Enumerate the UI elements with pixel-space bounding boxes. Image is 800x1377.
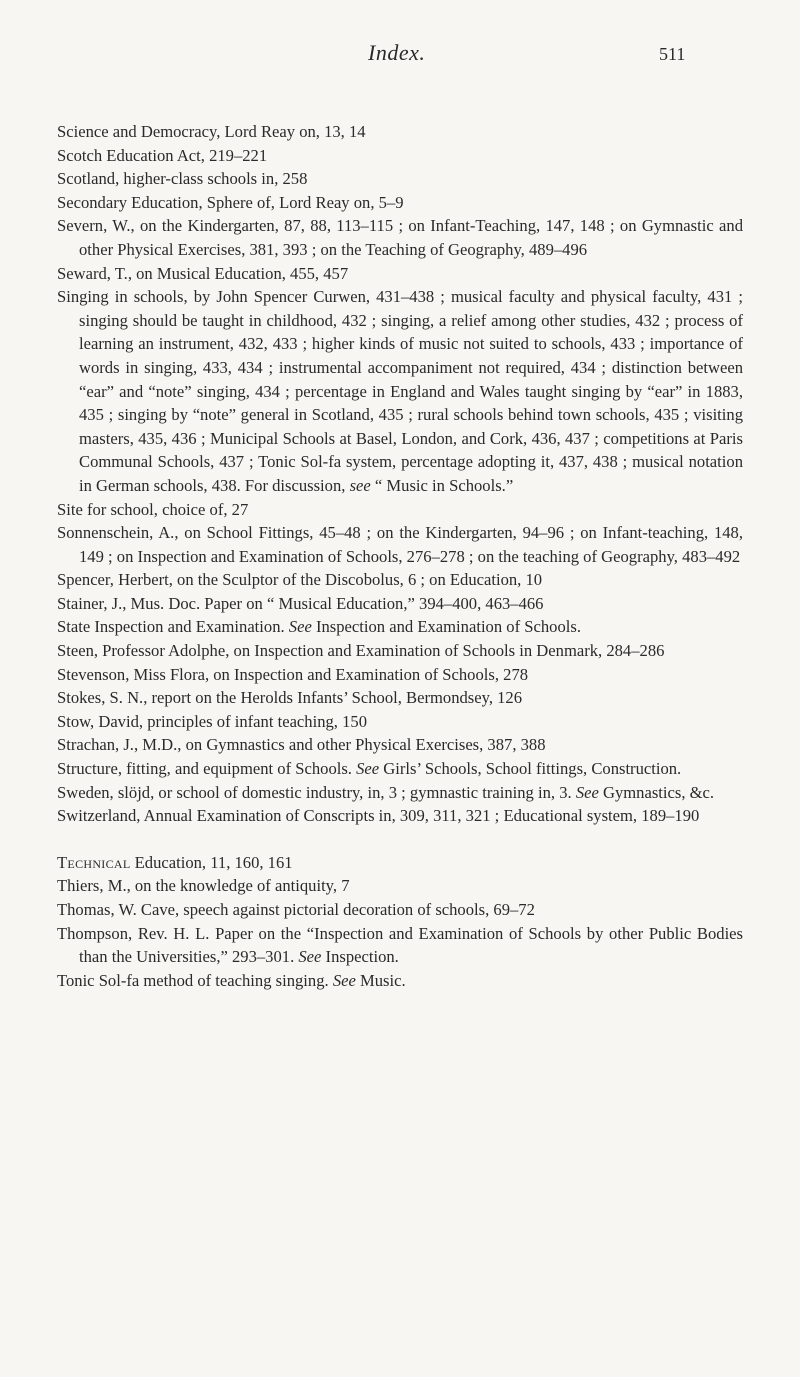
cross-reference-label: See — [288, 617, 312, 637]
index-entry — [57, 898, 743, 922]
index-entry — [57, 167, 743, 191]
index-entry — [57, 710, 743, 734]
entry-text: Scotch Education Act, 219–221 — [57, 145, 268, 165]
index-entry — [57, 592, 743, 616]
entry-text: Scotland, higher-class schools in, 258 — [57, 169, 308, 189]
entry-text: Inspection. — [321, 947, 399, 967]
index-entry — [57, 781, 743, 805]
entry-text: Singing in schools, by John Spencer Curwen, 431–438 ; musical faculty and physical faculty, 431 ; singing should be taught in childhood, 432 ; singing, a relief among other studies, 432 ; process of learning an instrument, 432, 433 ; higher kinds of music not suited to schools, 433 ; importance of words in singing, 433, 434 ; instrumental accompaniment not required, 434 ; distinction between “ear” and “note” singing, 434 ; percentage in England and Wales taught singing by “ear” in 1883, 435 ; singing by “note” general in Scotland, 435 ; rural schools behind town schools, 435 ; visiting masters, 435, 436 ; Municipal Schools at Basel, London, and Cork, 436, 437 ; competitions at Paris Communal Schools, 437 ; Tonic Sol-fa system, percentage adopting it, 437, 438 ; musical notation in German schools, 438. For discussion, — [57, 287, 743, 495]
entry-text: Site for school, choice of, 27 — [57, 499, 249, 519]
entry-text: Strachan, J., M.D., on Gymnastics and other Physical Exercises, 387, 388 — [57, 735, 546, 755]
entry-text: Education, 11, 160, 161 — [130, 852, 293, 872]
entry-text: Seward, T., on Musical Education, 455, 457 — [57, 263, 349, 283]
entry-text: Technical — [57, 852, 131, 872]
index-entry — [57, 615, 743, 639]
entry-text: Girls’ Schools, School fittings, Construction. — [379, 759, 682, 779]
index-entries — [57, 120, 743, 992]
index-entry — [57, 804, 743, 828]
index-entry — [57, 214, 743, 261]
index-entry — [57, 757, 743, 781]
index-entry — [57, 144, 743, 168]
cross-reference-label: See — [356, 759, 380, 779]
entry-text: Stow, David, principles of infant teaching, 150 — [57, 711, 367, 731]
cross-reference-label: see — [349, 475, 371, 495]
index-entry — [57, 521, 743, 568]
page-number: 511 — [659, 44, 686, 64]
index-entry — [57, 498, 743, 522]
index-entry — [57, 120, 743, 144]
index-entry — [57, 851, 743, 875]
cross-reference-label: See — [575, 782, 599, 802]
running-title: Index. — [368, 40, 426, 65]
entry-text: Thompson, Rev. H. L. Paper on the “Inspection and Examination of Schools by other Public Bodies than the Universities,” 293–301. — [57, 923, 743, 967]
index-entry — [57, 733, 743, 757]
entry-text: Stokes, S. N., report on the Herolds Infants’ School, Bermondsey, 126 — [57, 688, 523, 708]
entry-text: Thiers, M., on the knowledge of antiquity, 7 — [57, 876, 350, 896]
entry-text: Structure, fitting, and equipment of Schools. — [57, 759, 357, 779]
entry-text: Steen, Professor Adolphe, on Inspection and Examination of Schools in Denmark, 284–286 — [57, 641, 665, 661]
index-entry — [57, 874, 743, 898]
index-entry — [57, 262, 743, 286]
index-entry — [57, 285, 743, 497]
entry-text: Tonic Sol-fa method of teaching singing. — [57, 970, 333, 990]
index-entry — [57, 191, 743, 215]
index-entry — [57, 686, 743, 710]
entry-text: Spencer, Herbert, on the Sculptor of the Discobolus, 6 ; on Education, 10 — [57, 570, 543, 590]
entry-text: State Inspection and Examination. — [57, 617, 289, 637]
entry-text: Sonnenschein, A., on School Fittings, 45–48 ; on the Kindergarten, 94–96 ; on Infant-teaching, 148, 149 ; on Inspection and Examination of Schools, 276–278 ; on the teaching of Geography, 483–492 — [57, 523, 743, 566]
entry-text: Music. — [355, 970, 406, 990]
entry-text: Severn, W., on the Kindergarten, 87, 88, 113–115 ; on Infant-Teaching, 147, 148 ; on Gymnastic and other Physical Exercises, 381, 393 ; on the Teaching of Geography, 489–496 — [57, 216, 743, 259]
index-entry — [57, 639, 743, 663]
entry-text: Switzerland, Annual Examination of Conscripts in, 309, 311, 321 ; Educational system, 189–190 — [57, 806, 700, 826]
entry-text: Thomas, W. Cave, speech against pictorial decoration of schools, 69–72 — [57, 900, 535, 919]
cross-reference-label: See — [298, 947, 322, 967]
entry-text: Stevenson, Miss Flora, on Inspection and Examination of Schools, 278 — [57, 664, 529, 684]
entry-text: Inspection and Examination of Schools. — [311, 617, 581, 637]
index-entry — [57, 663, 743, 687]
entry-text: Stainer, J., Mus. Doc. Paper on “ Musical Education,” 394–400, 463–466 — [57, 593, 544, 613]
entry-text: Science and Democracy, Lord Reay on, 13, 14 — [57, 122, 366, 141]
entry-text: “ Music in Schools.” — [370, 475, 514, 495]
cross-reference-label: See — [332, 970, 356, 990]
index-entry — [57, 568, 743, 592]
entry-text: Sweden, slöjd, or school of domestic industry, in, 3 ; gymnastic training in, 3. — [57, 782, 576, 802]
page-header — [0, 40, 800, 80]
entry-text: Secondary Education, Sphere of, Lord Reay on, 5–9 — [57, 192, 404, 212]
index-entry — [57, 969, 743, 993]
entry-text: Gymnastics, &c. — [598, 782, 715, 802]
index-entry — [57, 922, 743, 969]
